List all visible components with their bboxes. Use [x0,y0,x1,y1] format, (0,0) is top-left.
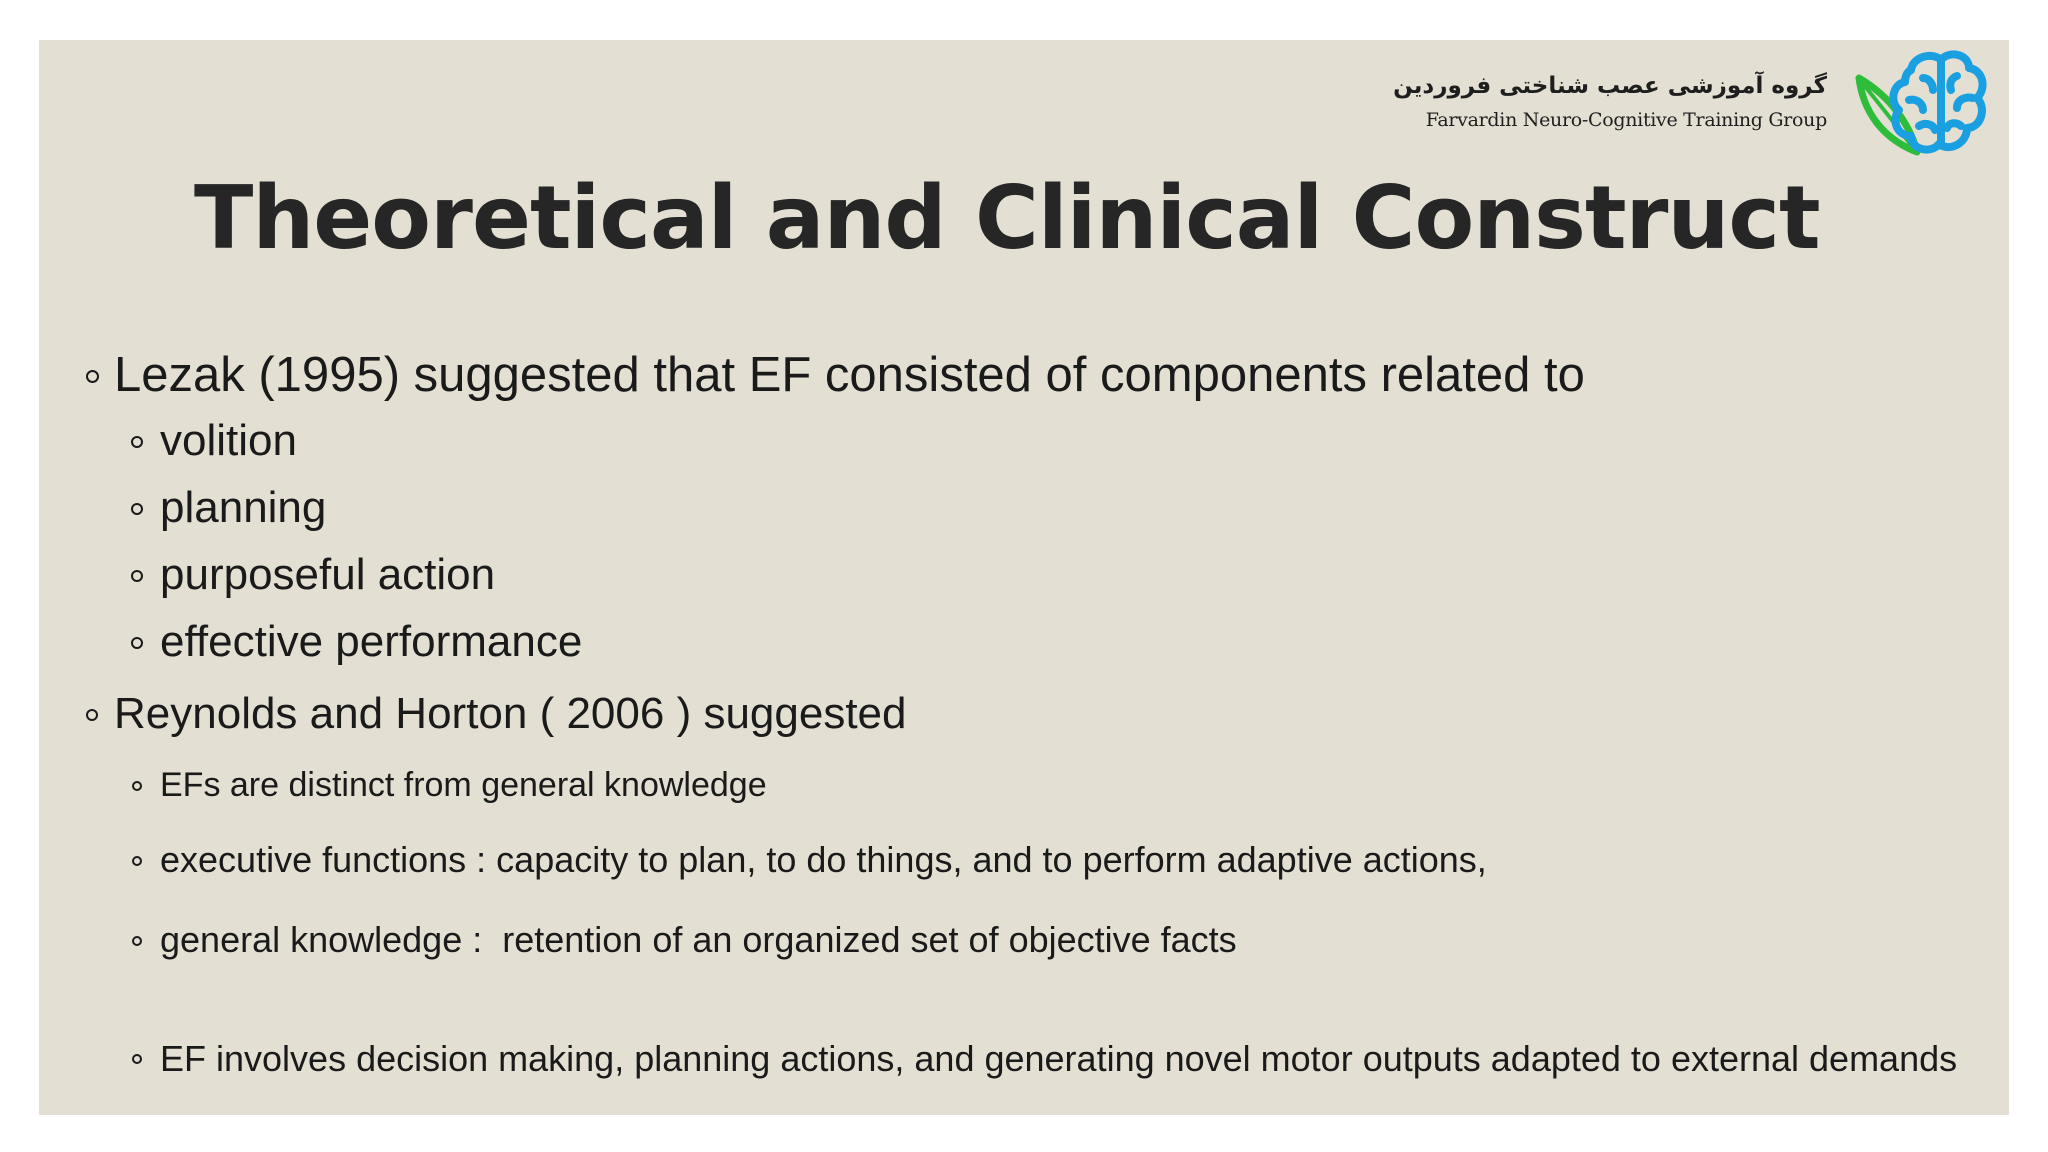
logo [1393,48,1989,160]
circle-bullet-icon [132,781,142,791]
bullet-text: purposeful action [160,550,496,599]
circle-bullet-icon [86,370,99,383]
brain-leaf-icon [1853,48,1989,160]
bullet-text: EF involves decision making, planning actions, and generating novel motor outputs adapted to external demands [160,1038,1958,1079]
circle-bullet-icon [131,637,143,649]
bullet-level1 [114,686,907,742]
bullet-text: general knowledge : retention of an organized set of objective facts [160,919,1237,960]
circle-bullet-icon [132,936,142,946]
bullet-text: volition [160,416,297,465]
bullet-text: EFs are distinct from general knowledge [160,766,767,804]
sub-bullet [160,838,1487,882]
sub-bullet [160,614,582,670]
slide-title: Theoretical and Clinical Construct [194,167,1820,269]
circle-bullet-icon [131,570,143,582]
sub-bullet [160,480,326,536]
bullet-text: Lezak (1995) suggested that EF consisted of components related to [114,348,1585,402]
sub-bullet [160,547,495,603]
logo-english-name: Farvardin Neuro-Cognitive Training Group [1425,109,1827,131]
sub-bullet [160,918,1237,962]
sub-bullet [160,413,297,469]
bullet-text: executive functions : capacity to plan, to do things, and to perform adaptive actions, [160,839,1487,880]
circle-bullet-icon [131,503,143,515]
sub-bullet [160,763,767,807]
circle-bullet-icon [132,856,142,866]
sub-bullet [160,1024,2009,1094]
logo-persian-name: گروه آموزشی عصب شناختی فروردین [1393,73,1827,99]
circle-bullet-icon [86,709,98,721]
bullet-level1 [114,345,1585,405]
circle-bullet-icon [132,1054,142,1064]
bullet-text: effective performance [160,617,583,666]
bullet-text: Reynolds and Horton ( 2006 ) suggested [114,689,907,738]
slide [39,40,2009,1115]
circle-bullet-icon [131,436,143,448]
logo-text [1393,68,1827,136]
bullet-text: planning [160,483,327,532]
